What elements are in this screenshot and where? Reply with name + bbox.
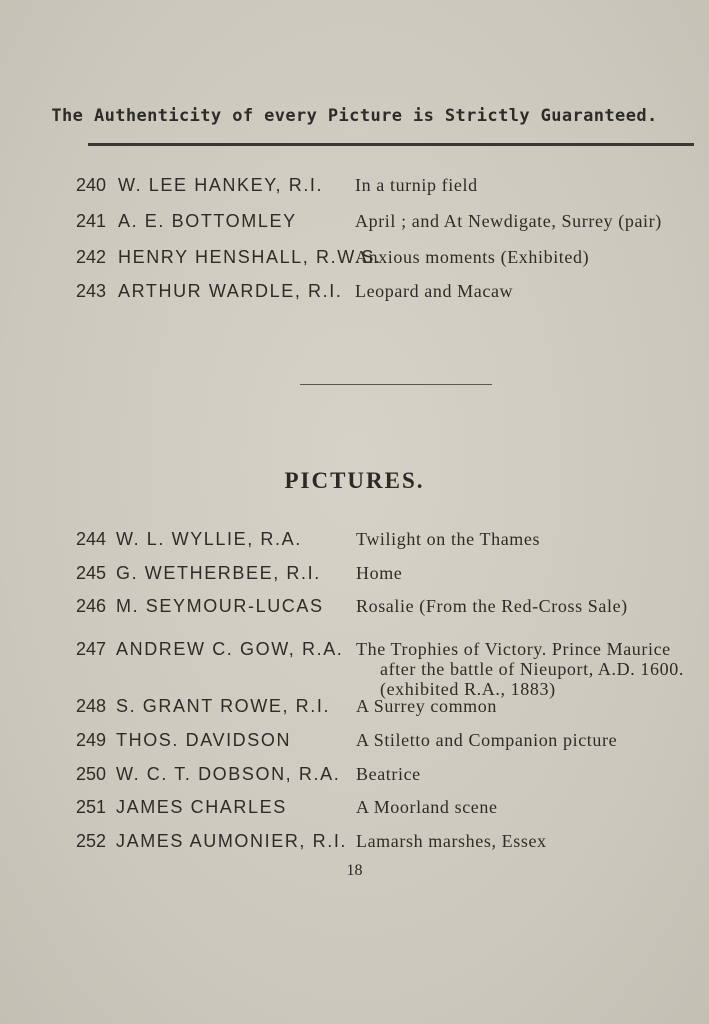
lot-number: 246 [76, 596, 107, 616]
lot-number: 245 [76, 563, 107, 583]
lot-title: Rosalie (From the Red-Cross Sale) [356, 596, 628, 616]
lot-title-line: The Trophies of Victory. Prince Maurice [356, 639, 671, 659]
lot-title [356, 639, 684, 699]
lot-row [0, 175, 709, 205]
section-divider [300, 384, 492, 385]
lot-title: April ; and At Newdigate, Surrey (pair) [355, 211, 662, 231]
lot-row [0, 596, 709, 626]
lot-number: 241 [76, 211, 107, 231]
section-title: PICTURES. [284, 468, 425, 493]
lot-title: Home [356, 563, 403, 583]
lot-title: Twilight on the Thames [356, 529, 541, 549]
lot-row [0, 797, 709, 827]
lot-artist: W. C. T. DOBSON, R.A. [116, 764, 341, 784]
lot-artist: S. GRANT ROWE, R.I. [116, 696, 331, 716]
lot-artist: A. E. BOTTOMLEY [118, 211, 297, 231]
lot-title: A Stiletto and Companion picture [356, 730, 618, 750]
lot-artist: JAMES AUMONIER, R.I. [116, 831, 348, 851]
lot-artist: ANDREW C. GOW, R.A. [116, 639, 344, 659]
lot-title: A Moorland scene [356, 797, 498, 817]
lot-title: Beatrice [356, 764, 421, 784]
lot-artist: HENRY HENSHALL, R.W.S. [118, 247, 382, 267]
lot-row [0, 529, 709, 559]
lot-row [0, 831, 709, 861]
lot-row [0, 696, 709, 726]
lot-title: Leopard and Macaw [355, 281, 514, 301]
lot-title: In a turnip field [355, 175, 478, 195]
lot-number: 252 [76, 831, 107, 851]
lot-number: 250 [76, 764, 107, 784]
lot-title-line: after the battle of Nieuport, A.D. 1600. [380, 659, 684, 679]
lot-artist: W. LEE HANKEY, R.I. [118, 175, 324, 195]
lot-title-line: (exhibited R.A., 1883) [380, 679, 556, 699]
lot-row [0, 764, 709, 794]
lot-artist: THOS. DAVIDSON [116, 730, 292, 750]
page-header: The Authenticity of every Picture is Strictly Guaranteed. [51, 106, 658, 126]
lot-number: 248 [76, 696, 107, 716]
lot-artist: G. WETHERBEE, R.I. [116, 563, 321, 583]
lot-title: Lamarsh marshes, Essex [356, 831, 547, 851]
lot-number: 244 [76, 529, 107, 549]
lot-row [0, 563, 709, 593]
lot-number: 251 [76, 797, 107, 817]
lot-number: 242 [76, 247, 107, 267]
lot-artist: M. SEYMOUR-LUCAS [116, 596, 324, 616]
lot-row [0, 211, 709, 241]
page-number: 18 [346, 862, 363, 879]
lot-number: 240 [76, 175, 107, 195]
lot-row [0, 281, 709, 311]
lot-artist: W. L. WYLLIE, R.A. [116, 529, 302, 549]
lot-number: 243 [76, 281, 107, 301]
lot-number: 247 [76, 639, 107, 659]
lot-number: 249 [76, 730, 107, 750]
lot-title: Anxious moments (Exhibited) [355, 247, 590, 267]
lot-artist: JAMES CHARLES [116, 797, 287, 817]
lot-title: A Surrey common [356, 696, 497, 716]
top-rule [88, 143, 694, 146]
lot-row [0, 247, 709, 277]
lot-artist: ARTHUR WARDLE, R.I. [118, 281, 343, 301]
lot-row [0, 730, 709, 760]
